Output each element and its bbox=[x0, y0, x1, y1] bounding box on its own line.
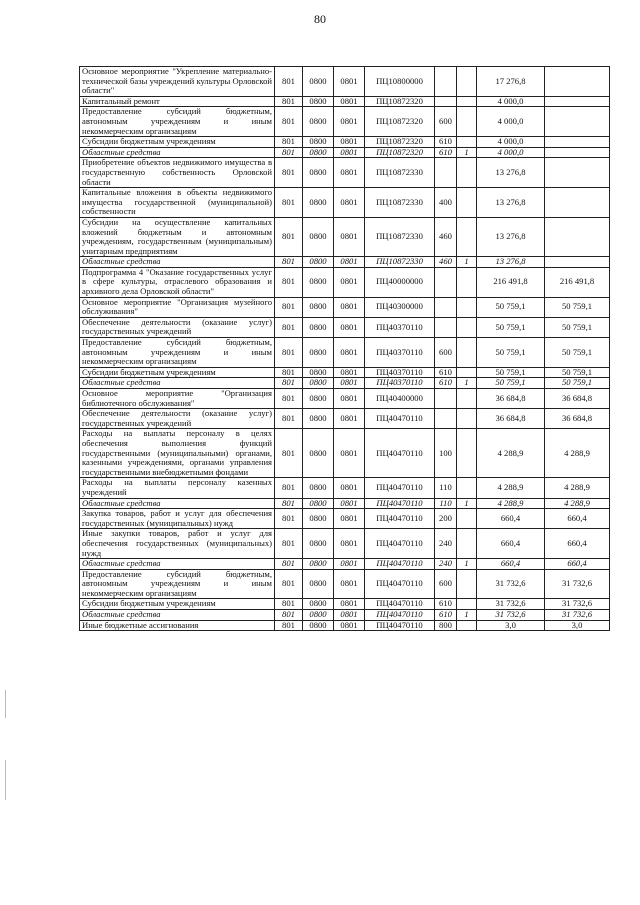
cell-target-article: ПЦ40300000 bbox=[365, 297, 435, 317]
cell-target-article: ПЦ40470110 bbox=[365, 498, 435, 509]
cell-subsection-code: 0801 bbox=[334, 569, 365, 599]
cell-amount-2: 31 732,6 bbox=[545, 569, 610, 599]
cell-section-code: 0800 bbox=[303, 188, 334, 218]
cell-description: Обеспечение деятельности (оказание услуг) государственных учреждений bbox=[80, 409, 275, 429]
table-row bbox=[80, 107, 610, 137]
cell-amount-1: 13 276,8 bbox=[477, 217, 545, 256]
cell-target-article: ПЦ40470110 bbox=[365, 429, 435, 478]
cell-funding-source bbox=[457, 389, 477, 409]
table-row-regional-funds bbox=[80, 257, 610, 268]
cell-funding-source bbox=[457, 529, 477, 559]
cell-subsection-code: 0801 bbox=[334, 257, 365, 268]
cell-funding-source bbox=[457, 569, 477, 599]
cell-target-article: ПЦ40370110 bbox=[365, 378, 435, 389]
cell-target-article: ПЦ40470110 bbox=[365, 478, 435, 498]
table-row bbox=[80, 137, 610, 148]
cell-expense-type: 610 bbox=[435, 137, 457, 148]
cell-description: Предоставление субсидий бюджетным, автономным учреждениям и иным некоммерческим организациям bbox=[80, 569, 275, 599]
cell-target-article: ПЦ10872320 bbox=[365, 147, 435, 158]
cell-amount-2: 660,4 bbox=[545, 509, 610, 529]
cell-section-code: 0800 bbox=[303, 409, 334, 429]
cell-amount-1: 50 759,1 bbox=[477, 367, 545, 378]
cell-description: Областные средства bbox=[80, 610, 275, 621]
cell-expense-type: 600 bbox=[435, 107, 457, 137]
cell-funding-source bbox=[457, 267, 477, 297]
cell-description: Основное мероприятие "Организация библиотечного обслуживания" bbox=[80, 389, 275, 409]
cell-subsection-code: 0801 bbox=[334, 409, 365, 429]
cell-section-code: 0800 bbox=[303, 257, 334, 268]
cell-target-article: ПЦ40470110 bbox=[365, 620, 435, 631]
cell-amount-2 bbox=[545, 158, 610, 188]
cell-expense-type: 800 bbox=[435, 620, 457, 631]
cell-funding-source bbox=[457, 217, 477, 256]
cell-target-article: ПЦ10872330 bbox=[365, 188, 435, 218]
cell-description: Областные средства bbox=[80, 147, 275, 158]
scan-edge-mark bbox=[5, 760, 6, 800]
cell-expense-type bbox=[435, 317, 457, 337]
cell-expense-type: 610 bbox=[435, 147, 457, 158]
cell-description: Областные средства bbox=[80, 559, 275, 570]
cell-ministry-code: 801 bbox=[275, 147, 303, 158]
cell-ministry-code: 801 bbox=[275, 217, 303, 256]
cell-ministry-code: 801 bbox=[275, 297, 303, 317]
table-row-regional-funds bbox=[80, 378, 610, 389]
cell-expense-type: 400 bbox=[435, 188, 457, 218]
cell-subsection-code: 0801 bbox=[334, 147, 365, 158]
cell-subsection-code: 0801 bbox=[334, 389, 365, 409]
cell-funding-source bbox=[457, 478, 477, 498]
cell-amount-1: 4 288,9 bbox=[477, 498, 545, 509]
cell-section-code: 0800 bbox=[303, 569, 334, 599]
cell-expense-type: 100 bbox=[435, 429, 457, 478]
cell-funding-source bbox=[457, 188, 477, 218]
cell-amount-2: 50 759,1 bbox=[545, 317, 610, 337]
table-row bbox=[80, 188, 610, 218]
cell-subsection-code: 0801 bbox=[334, 378, 365, 389]
cell-funding-source bbox=[457, 338, 477, 368]
cell-ministry-code: 801 bbox=[275, 409, 303, 429]
table-row-regional-funds bbox=[80, 610, 610, 621]
cell-subsection-code: 0801 bbox=[334, 188, 365, 218]
cell-amount-2 bbox=[545, 96, 610, 107]
cell-description: Капитальные вложения в объекты недвижимого имущества государственной (муниципальной) собственности bbox=[80, 188, 275, 218]
cell-amount-2: 3,0 bbox=[545, 620, 610, 631]
cell-amount-1: 31 732,6 bbox=[477, 599, 545, 610]
cell-description: Обеспечение деятельности (оказание услуг) государственных учреждений bbox=[80, 317, 275, 337]
cell-target-article: ПЦ40400000 bbox=[365, 389, 435, 409]
cell-section-code: 0800 bbox=[303, 429, 334, 478]
cell-amount-1: 4 000,0 bbox=[477, 107, 545, 137]
cell-ministry-code: 801 bbox=[275, 267, 303, 297]
cell-funding-source: 1 bbox=[457, 610, 477, 621]
cell-description: Основное мероприятие "Организация музейного обслуживания" bbox=[80, 297, 275, 317]
cell-amount-2: 36 684,8 bbox=[545, 409, 610, 429]
cell-target-article: ПЦ40370110 bbox=[365, 317, 435, 337]
cell-funding-source: 1 bbox=[457, 257, 477, 268]
cell-amount-2 bbox=[545, 147, 610, 158]
table-row bbox=[80, 158, 610, 188]
cell-expense-type bbox=[435, 297, 457, 317]
cell-subsection-code: 0801 bbox=[334, 297, 365, 317]
cell-target-article: ПЦ40370110 bbox=[365, 367, 435, 378]
cell-expense-type bbox=[435, 409, 457, 429]
cell-funding-source bbox=[457, 317, 477, 337]
cell-expense-type: 610 bbox=[435, 378, 457, 389]
cell-amount-2: 4 288,9 bbox=[545, 478, 610, 498]
cell-subsection-code: 0801 bbox=[334, 559, 365, 570]
budget-table bbox=[79, 66, 610, 631]
cell-section-code: 0800 bbox=[303, 297, 334, 317]
cell-subsection-code: 0801 bbox=[334, 620, 365, 631]
scan-edge-mark bbox=[5, 690, 6, 718]
cell-subsection-code: 0801 bbox=[334, 67, 365, 97]
cell-target-article: ПЦ40470110 bbox=[365, 559, 435, 570]
cell-expense-type: 110 bbox=[435, 498, 457, 509]
cell-section-code: 0800 bbox=[303, 498, 334, 509]
cell-funding-source bbox=[457, 158, 477, 188]
cell-amount-2 bbox=[545, 217, 610, 256]
cell-target-article: ПЦ10872330 bbox=[365, 257, 435, 268]
cell-amount-1: 13 276,8 bbox=[477, 188, 545, 218]
cell-amount-1: 660,4 bbox=[477, 529, 545, 559]
cell-subsection-code: 0801 bbox=[334, 338, 365, 368]
cell-description: Субсидии бюджетным учреждениям bbox=[80, 599, 275, 610]
cell-funding-source bbox=[457, 620, 477, 631]
cell-expense-type: 600 bbox=[435, 338, 457, 368]
cell-target-article: ПЦ10872320 bbox=[365, 107, 435, 137]
cell-amount-1: 4 288,9 bbox=[477, 429, 545, 478]
table-row bbox=[80, 267, 610, 297]
cell-target-article: ПЦ10872330 bbox=[365, 158, 435, 188]
cell-amount-1: 36 684,8 bbox=[477, 389, 545, 409]
cell-amount-1: 50 759,1 bbox=[477, 317, 545, 337]
cell-expense-type: 240 bbox=[435, 529, 457, 559]
cell-funding-source bbox=[457, 599, 477, 610]
cell-expense-type: 240 bbox=[435, 559, 457, 570]
cell-amount-2 bbox=[545, 67, 610, 97]
cell-subsection-code: 0801 bbox=[334, 599, 365, 610]
cell-amount-1: 216 491,8 bbox=[477, 267, 545, 297]
cell-subsection-code: 0801 bbox=[334, 107, 365, 137]
cell-ministry-code: 801 bbox=[275, 559, 303, 570]
cell-amount-1: 50 759,1 bbox=[477, 297, 545, 317]
cell-section-code: 0800 bbox=[303, 389, 334, 409]
cell-amount-1: 50 759,1 bbox=[477, 338, 545, 368]
cell-subsection-code: 0801 bbox=[334, 317, 365, 337]
cell-section-code: 0800 bbox=[303, 96, 334, 107]
cell-ministry-code: 801 bbox=[275, 367, 303, 378]
cell-ministry-code: 801 bbox=[275, 498, 303, 509]
cell-section-code: 0800 bbox=[303, 267, 334, 297]
cell-subsection-code: 0801 bbox=[334, 158, 365, 188]
cell-funding-source bbox=[457, 107, 477, 137]
cell-target-article: ПЦ40470110 bbox=[365, 409, 435, 429]
cell-expense-type: 460 bbox=[435, 217, 457, 256]
cell-description: Подпрограмма 4 "Оказание государственных услуг в сфере культуры, отраслевого образования и архивного дела Орловской области" bbox=[80, 267, 275, 297]
cell-subsection-code: 0801 bbox=[334, 96, 365, 107]
cell-amount-1: 31 732,6 bbox=[477, 610, 545, 621]
cell-description: Расходы на выплаты персоналу в целях обеспечения выполнения функций государственными (муниципальными) органами, казенными учреждениями, органами управления государственными внебюджетными фондами bbox=[80, 429, 275, 478]
table-row-regional-funds bbox=[80, 147, 610, 158]
table-row bbox=[80, 96, 610, 107]
cell-funding-source bbox=[457, 96, 477, 107]
cell-ministry-code: 801 bbox=[275, 188, 303, 218]
cell-ministry-code: 801 bbox=[275, 599, 303, 610]
cell-ministry-code: 801 bbox=[275, 257, 303, 268]
cell-funding-source bbox=[457, 509, 477, 529]
cell-subsection-code: 0801 bbox=[334, 610, 365, 621]
cell-target-article: ПЦ10872320 bbox=[365, 137, 435, 148]
cell-section-code: 0800 bbox=[303, 509, 334, 529]
cell-expense-type bbox=[435, 389, 457, 409]
cell-expense-type bbox=[435, 67, 457, 97]
cell-funding-source bbox=[457, 429, 477, 478]
cell-subsection-code: 0801 bbox=[334, 137, 365, 148]
cell-amount-2 bbox=[545, 137, 610, 148]
cell-expense-type: 610 bbox=[435, 367, 457, 378]
cell-section-code: 0800 bbox=[303, 610, 334, 621]
cell-description: Субсидии бюджетным учреждениям bbox=[80, 137, 275, 148]
cell-section-code: 0800 bbox=[303, 599, 334, 610]
cell-subsection-code: 0801 bbox=[334, 498, 365, 509]
cell-amount-2: 4 288,9 bbox=[545, 498, 610, 509]
cell-amount-1: 660,4 bbox=[477, 509, 545, 529]
cell-ministry-code: 801 bbox=[275, 569, 303, 599]
table-row bbox=[80, 409, 610, 429]
cell-funding-source bbox=[457, 367, 477, 378]
table-row bbox=[80, 297, 610, 317]
cell-target-article: ПЦ10872320 bbox=[365, 96, 435, 107]
cell-expense-type bbox=[435, 158, 457, 188]
cell-section-code: 0800 bbox=[303, 158, 334, 188]
cell-description: Субсидии на осуществление капитальных вложений бюджетным и автономным учреждениям, государственным (муниципальным) унитарным предприятиям bbox=[80, 217, 275, 256]
cell-amount-1: 660,4 bbox=[477, 559, 545, 570]
cell-amount-1: 13 276,8 bbox=[477, 257, 545, 268]
cell-section-code: 0800 bbox=[303, 107, 334, 137]
cell-ministry-code: 801 bbox=[275, 67, 303, 97]
cell-amount-2: 31 732,6 bbox=[545, 599, 610, 610]
table-row bbox=[80, 529, 610, 559]
cell-description: Областные средства bbox=[80, 498, 275, 509]
cell-amount-1: 4 000,0 bbox=[477, 137, 545, 148]
cell-amount-2: 660,4 bbox=[545, 529, 610, 559]
cell-ministry-code: 801 bbox=[275, 137, 303, 148]
cell-section-code: 0800 bbox=[303, 378, 334, 389]
cell-funding-source: 1 bbox=[457, 498, 477, 509]
cell-amount-2: 50 759,1 bbox=[545, 297, 610, 317]
cell-target-article: ПЦ40470110 bbox=[365, 599, 435, 610]
cell-target-article: ПЦ10800000 bbox=[365, 67, 435, 97]
cell-amount-2: 4 288,9 bbox=[545, 429, 610, 478]
table-body bbox=[80, 67, 610, 631]
cell-amount-2 bbox=[545, 257, 610, 268]
cell-section-code: 0800 bbox=[303, 559, 334, 570]
cell-description: Приобретение объектов недвижимого имущества в государственную собственность Орловской области bbox=[80, 158, 275, 188]
cell-target-article: ПЦ40470110 bbox=[365, 509, 435, 529]
cell-funding-source bbox=[457, 409, 477, 429]
cell-target-article: ПЦ10872330 bbox=[365, 217, 435, 256]
cell-expense-type: 200 bbox=[435, 509, 457, 529]
cell-subsection-code: 0801 bbox=[334, 429, 365, 478]
table-row bbox=[80, 478, 610, 498]
table-row bbox=[80, 620, 610, 631]
cell-target-article: ПЦ40370110 bbox=[365, 338, 435, 368]
cell-expense-type: 460 bbox=[435, 257, 457, 268]
cell-section-code: 0800 bbox=[303, 529, 334, 559]
cell-expense-type bbox=[435, 96, 457, 107]
cell-section-code: 0800 bbox=[303, 137, 334, 148]
cell-funding-source bbox=[457, 137, 477, 148]
cell-ministry-code: 801 bbox=[275, 317, 303, 337]
cell-description: Предоставление субсидий бюджетным, автономным учреждениям и иным некоммерческим организациям bbox=[80, 338, 275, 368]
cell-amount-1: 13 276,8 bbox=[477, 158, 545, 188]
table-row bbox=[80, 338, 610, 368]
cell-amount-1: 31 732,6 bbox=[477, 569, 545, 599]
cell-amount-1: 4 000,0 bbox=[477, 147, 545, 158]
table-row bbox=[80, 217, 610, 256]
cell-funding-source: 1 bbox=[457, 378, 477, 389]
table-row bbox=[80, 599, 610, 610]
cell-amount-2: 50 759,1 bbox=[545, 378, 610, 389]
cell-expense-type: 610 bbox=[435, 610, 457, 621]
cell-funding-source: 1 bbox=[457, 559, 477, 570]
cell-ministry-code: 801 bbox=[275, 620, 303, 631]
cell-ministry-code: 801 bbox=[275, 389, 303, 409]
cell-target-article: ПЦ40000000 bbox=[365, 267, 435, 297]
table-row bbox=[80, 317, 610, 337]
cell-amount-2: 660,4 bbox=[545, 559, 610, 570]
table-row bbox=[80, 569, 610, 599]
cell-ministry-code: 801 bbox=[275, 158, 303, 188]
cell-expense-type: 610 bbox=[435, 599, 457, 610]
table-row-regional-funds bbox=[80, 498, 610, 509]
table-row bbox=[80, 367, 610, 378]
cell-expense-type: 110 bbox=[435, 478, 457, 498]
cell-amount-1: 17 276,8 bbox=[477, 67, 545, 97]
cell-subsection-code: 0801 bbox=[334, 267, 365, 297]
cell-amount-2 bbox=[545, 107, 610, 137]
cell-subsection-code: 0801 bbox=[334, 529, 365, 559]
cell-ministry-code: 801 bbox=[275, 529, 303, 559]
cell-ministry-code: 801 bbox=[275, 610, 303, 621]
cell-section-code: 0800 bbox=[303, 478, 334, 498]
cell-subsection-code: 0801 bbox=[334, 478, 365, 498]
cell-funding-source bbox=[457, 67, 477, 97]
cell-target-article: ПЦ40470110 bbox=[365, 529, 435, 559]
cell-ministry-code: 801 bbox=[275, 478, 303, 498]
cell-section-code: 0800 bbox=[303, 217, 334, 256]
cell-target-article: ПЦ40470110 bbox=[365, 610, 435, 621]
cell-amount-1: 36 684,8 bbox=[477, 409, 545, 429]
table-row bbox=[80, 389, 610, 409]
cell-section-code: 0800 bbox=[303, 147, 334, 158]
cell-ministry-code: 801 bbox=[275, 378, 303, 389]
cell-description: Расходы на выплаты персоналу казенных учреждений bbox=[80, 478, 275, 498]
cell-section-code: 0800 bbox=[303, 367, 334, 378]
cell-amount-1: 4 000,0 bbox=[477, 96, 545, 107]
cell-description: Иные закупки товаров, работ и услуг для обеспечения государственных (муниципальных) нужд bbox=[80, 529, 275, 559]
cell-ministry-code: 801 bbox=[275, 338, 303, 368]
cell-subsection-code: 0801 bbox=[334, 509, 365, 529]
cell-subsection-code: 0801 bbox=[334, 217, 365, 256]
cell-amount-1: 4 288,9 bbox=[477, 478, 545, 498]
cell-description: Областные средства bbox=[80, 378, 275, 389]
table-row bbox=[80, 67, 610, 97]
cell-section-code: 0800 bbox=[303, 317, 334, 337]
cell-amount-2: 36 684,8 bbox=[545, 389, 610, 409]
cell-ministry-code: 801 bbox=[275, 96, 303, 107]
cell-funding-source: 1 bbox=[457, 147, 477, 158]
cell-section-code: 0800 bbox=[303, 338, 334, 368]
cell-description: Основное мероприятие "Укрепление материально-технической базы учреждений культуры Орловской области" bbox=[80, 67, 275, 97]
cell-subsection-code: 0801 bbox=[334, 367, 365, 378]
cell-ministry-code: 801 bbox=[275, 429, 303, 478]
cell-description: Субсидии бюджетным учреждениям bbox=[80, 367, 275, 378]
cell-amount-2: 50 759,1 bbox=[545, 367, 610, 378]
cell-section-code: 0800 bbox=[303, 67, 334, 97]
cell-description: Иные бюджетные ассигнования bbox=[80, 620, 275, 631]
cell-description: Закупка товаров, работ и услуг для обеспечения государственных (муниципальных) нужд bbox=[80, 509, 275, 529]
page-number: 80 bbox=[314, 12, 326, 26]
table-row-regional-funds bbox=[80, 559, 610, 570]
cell-amount-1: 50 759,1 bbox=[477, 378, 545, 389]
cell-description: Капитальный ремонт bbox=[80, 96, 275, 107]
cell-amount-2 bbox=[545, 188, 610, 218]
cell-amount-2: 50 759,1 bbox=[545, 338, 610, 368]
cell-amount-2: 216 491,8 bbox=[545, 267, 610, 297]
cell-description: Предоставление субсидий бюджетным, автономным учреждениям и иным некоммерческим организациям bbox=[80, 107, 275, 137]
cell-funding-source bbox=[457, 297, 477, 317]
cell-expense-type: 600 bbox=[435, 569, 457, 599]
cell-ministry-code: 801 bbox=[275, 107, 303, 137]
cell-amount-2: 31 732,6 bbox=[545, 610, 610, 621]
cell-expense-type bbox=[435, 267, 457, 297]
cell-ministry-code: 801 bbox=[275, 509, 303, 529]
cell-target-article: ПЦ40470110 bbox=[365, 569, 435, 599]
cell-section-code: 0800 bbox=[303, 620, 334, 631]
cell-amount-1: 3,0 bbox=[477, 620, 545, 631]
cell-description: Областные средства bbox=[80, 257, 275, 268]
table-row bbox=[80, 429, 610, 478]
table-row bbox=[80, 509, 610, 529]
